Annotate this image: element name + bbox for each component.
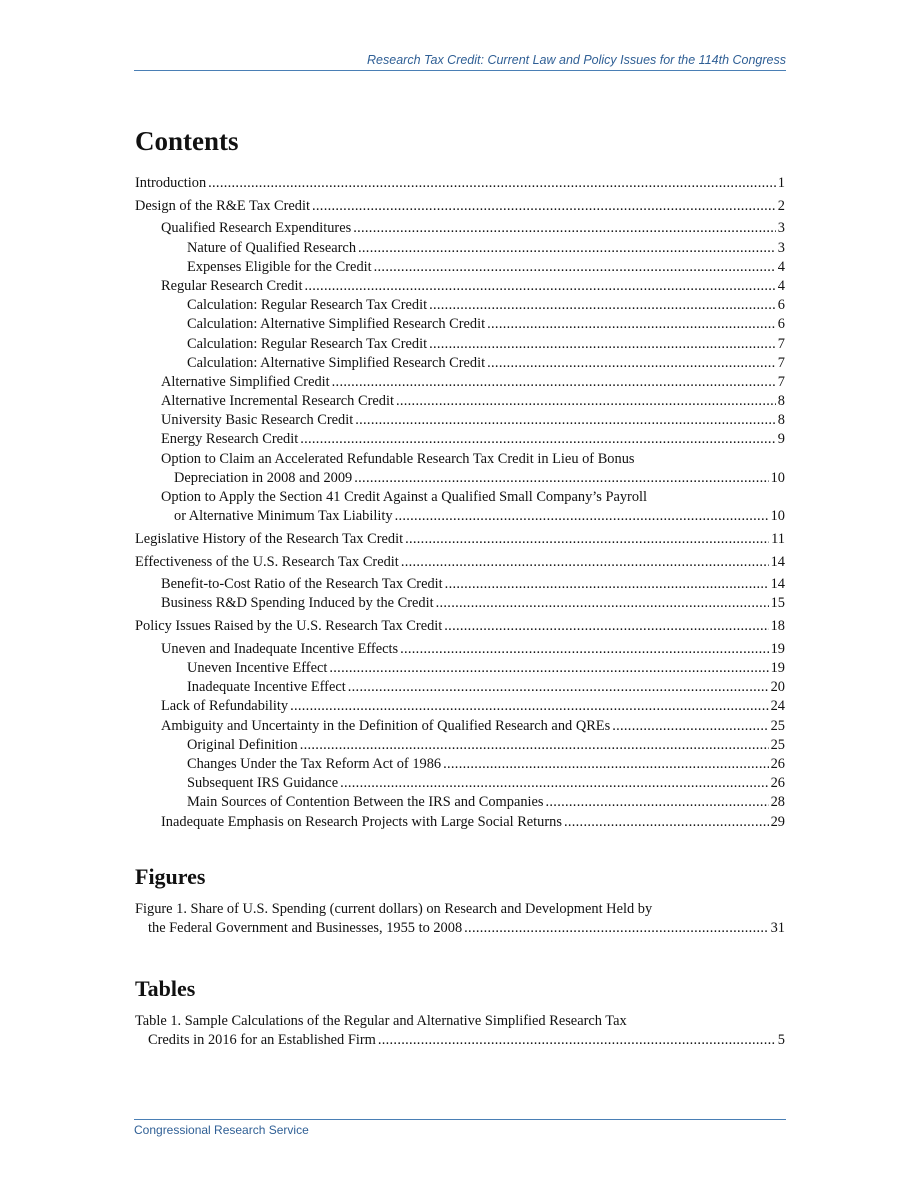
toc-entry[interactable]: Nature of Qualified Research ..... 3 [135,239,785,258]
toc-entry[interactable]: Option to Claim an Accelerated Refundable Research Tax Credit in Lieu of Bonus Depreciation in 2008 and 2009 ..... 10 [135,450,785,488]
toc-entry[interactable]: Changes Under the Tax Reform Act of 1986 ..... 26 [135,755,785,774]
toc-entry[interactable]: Calculation: Regular Research Tax Credit ..... 6 [135,296,785,315]
toc-entry[interactable]: Legislative History of the Research Tax Credit ..... 11 [135,530,785,549]
running-header [134,52,786,71]
toc-entry[interactable]: Calculation: Alternative Simplified Research Credit ..... 6 [135,315,785,334]
toc-entry[interactable]: Alternative Incremental Research Credit ..... 8 [135,392,785,411]
toc-entry[interactable]: Subsequent IRS Guidance ..... 26 [135,774,785,793]
toc-entry[interactable]: Uneven and Inadequate Incentive Effects ..... 19 [135,640,785,659]
page-footer [134,1119,786,1137]
figures-heading: Figures [135,864,206,889]
toc-entry[interactable]: Regular Research Credit ..... 4 [135,277,785,296]
contents-heading: Contents [135,126,239,156]
toc-entry[interactable]: Qualified Research Expenditures ..... 3 [135,219,785,238]
figures-list [135,900,785,938]
toc-entry[interactable]: Energy Research Credit ..... 9 [135,430,785,449]
running-title: Research Tax Credit: Current Law and Policy Issues for the 114th Congress [367,53,786,67]
toc-entry[interactable]: Effectiveness of the U.S. Research Tax Credit ..... 14 [135,553,785,572]
toc-entry[interactable]: Main Sources of Contention Between the IRS and Companies ..... 28 [135,793,785,812]
toc-entry[interactable]: Calculation: Regular Research Tax Credit ..... 7 [135,335,785,354]
toc-entry[interactable]: Calculation: Alternative Simplified Research Credit ..... 7 [135,354,785,373]
toc-entry[interactable]: Introduction ..... 1 [135,174,785,193]
toc-entry[interactable]: Lack of Refundability ..... 24 [135,697,785,716]
toc-entry[interactable]: University Basic Research Credit ..... 8 [135,411,785,430]
footer-text: Congressional Research Service [134,1123,309,1137]
toc-entry[interactable]: Business R&D Spending Induced by the Credit ..... 15 [135,594,785,613]
table-entry[interactable]: Table 1. Sample Calculations of the Regular and Alternative Simplified Research Tax Credits in 2016 for an Established Firm ..... 5 [135,1012,785,1050]
tables-list [135,1012,785,1050]
toc-entry[interactable]: Benefit-to-Cost Ratio of the Research Tax Credit ..... 14 [135,575,785,594]
toc-entry[interactable]: Policy Issues Raised by the U.S. Research Tax Credit ..... 18 [135,617,785,636]
toc-entry[interactable]: Ambiguity and Uncertainty in the Definition of Qualified Research and QREs ..... 25 [135,717,785,736]
toc-entry[interactable]: Design of the R&E Tax Credit ..... 2 [135,197,785,216]
toc-entry[interactable]: Alternative Simplified Credit ..... 7 [135,373,785,392]
tables-heading: Tables [135,976,196,1001]
toc-entry[interactable]: Option to Apply the Section 41 Credit Against a Qualified Small Company’s Payroll or Alternative Minimum Tax Liability ..... 10 [135,488,785,526]
toc-entry[interactable]: Expenses Eligible for the Credit ..... 4 [135,258,785,277]
figure-entry[interactable]: Figure 1. Share of U.S. Spending (current dollars) on Research and Development Held by the Federal Government and Businesses, 1955 to 2008 ..... 31 [135,900,785,938]
toc-entry[interactable]: Inadequate Emphasis on Research Projects with Large Social Returns ..... 29 [135,813,785,832]
toc-entry[interactable]: Inadequate Incentive Effect ..... 20 [135,678,785,697]
toc-entry[interactable]: Uneven Incentive Effect ..... 19 [135,659,785,678]
contents-list [135,174,785,832]
toc-entry[interactable]: Original Definition ..... 25 [135,736,785,755]
